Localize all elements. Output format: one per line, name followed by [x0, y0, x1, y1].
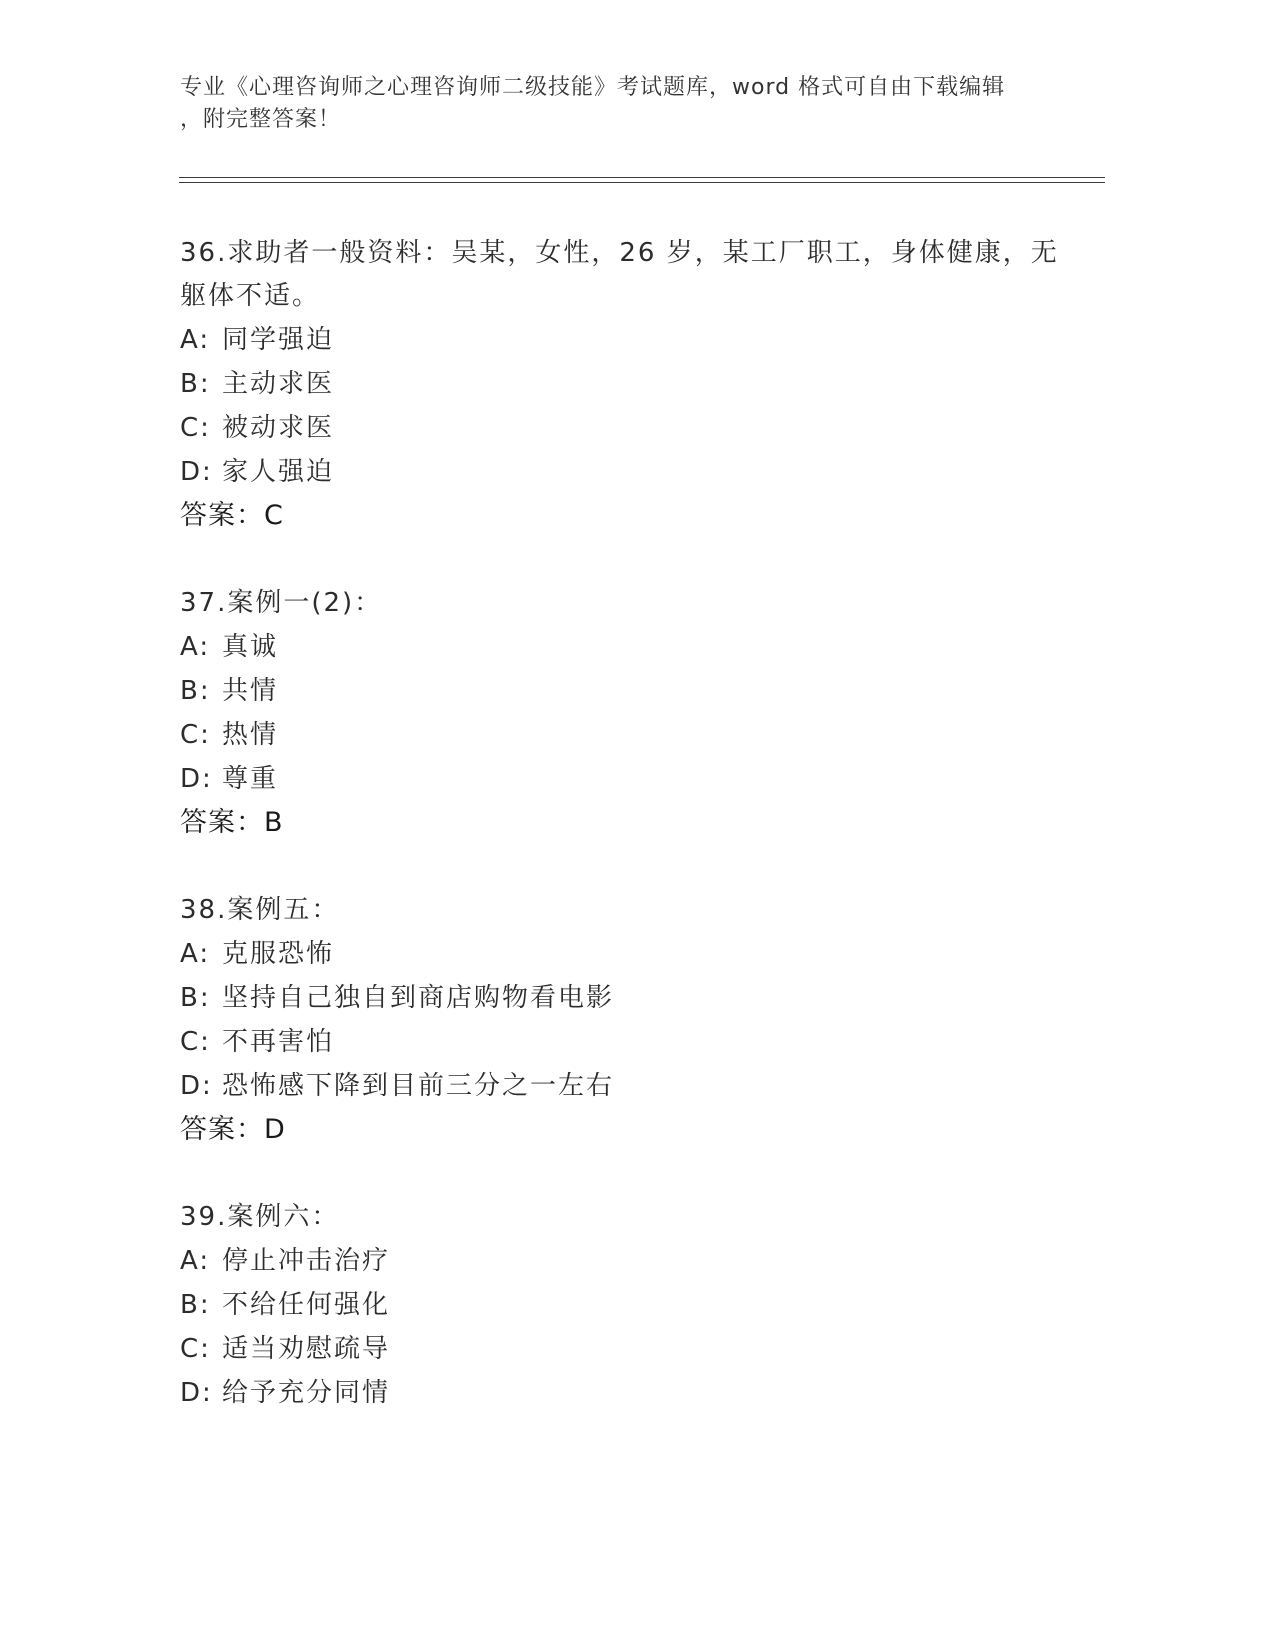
option-text: 家人强迫 [222, 457, 335, 487]
option-letter: D: [180, 764, 213, 794]
option-d [180, 450, 1080, 494]
question-36 [180, 232, 1080, 538]
option-b [180, 362, 1080, 406]
option-text: 共情 [222, 676, 279, 706]
question-stem [180, 1196, 1080, 1239]
option-letter: B: [180, 676, 211, 706]
option-d [180, 1371, 1080, 1415]
option-letter: C: [180, 1334, 211, 1364]
option-text: 尊重 [222, 764, 279, 794]
option-c [180, 713, 1080, 757]
header-line-1: 专业《心理咨询师之心理咨询师二级技能》考试题库，word 格式可自由下载编辑 [180, 75, 1006, 100]
option-text: 恐怖感下降到目前三分之一左右 [222, 1071, 615, 1101]
option-letter: D: [180, 1071, 213, 1101]
option-letter: D: [180, 1378, 213, 1408]
option-text: 热情 [222, 720, 279, 750]
question-stem [180, 889, 1080, 932]
answer-line: 答案：B [180, 807, 284, 838]
option-text: 同学强迫 [222, 325, 335, 355]
option-b [180, 669, 1080, 713]
option-text: 不给任何强化 [222, 1290, 391, 1320]
option-text: 停止冲击治疗 [222, 1246, 391, 1276]
option-a [180, 1239, 1080, 1283]
answer-line: 答案：D [180, 1114, 286, 1145]
question-stem [180, 232, 1080, 318]
question-39 [180, 1196, 1080, 1415]
question-38 [180, 889, 1080, 1152]
header-line-2: ，附完整答案！ [180, 107, 342, 132]
question-stem-line: 躯体不适。 [180, 281, 321, 311]
question-stem-line: 36.求助者一般资料：吴某，女性，26 岁，某工厂职工，身体健康，无 [180, 238, 1059, 268]
option-letter: A: [180, 939, 211, 969]
option-text: 克服恐怖 [222, 939, 335, 969]
option-text: 给予充分同情 [222, 1378, 391, 1408]
option-letter: C: [180, 1027, 211, 1057]
option-b [180, 1283, 1080, 1327]
option-b [180, 976, 1080, 1020]
option-text: 适当劝慰疏导 [222, 1334, 391, 1364]
question-37 [180, 582, 1080, 845]
option-letter: A: [180, 632, 211, 662]
option-a [180, 318, 1080, 362]
option-text: 不再害怕 [222, 1027, 335, 1057]
option-letter: B: [180, 369, 211, 399]
option-a [180, 625, 1080, 669]
option-c [180, 406, 1080, 450]
option-c [180, 1327, 1080, 1371]
option-d [180, 1064, 1080, 1108]
question-stem-line: 37.案例一(2)： [180, 588, 383, 618]
option-letter: D: [180, 457, 213, 487]
option-letter: C: [180, 720, 211, 750]
header-double-rule [179, 177, 1105, 183]
question-list [180, 232, 1080, 1459]
option-c [180, 1020, 1080, 1064]
document-header [180, 72, 1050, 136]
option-text: 被动求医 [222, 413, 335, 443]
question-stem [180, 582, 1080, 625]
option-letter: B: [180, 983, 211, 1013]
option-letter: C: [180, 413, 211, 443]
option-text: 真诚 [222, 632, 279, 662]
option-letter: A: [180, 325, 211, 355]
option-text: 主动求医 [222, 369, 335, 399]
question-stem-line: 38.案例五： [180, 895, 340, 925]
option-text: 坚持自己独自到商店购物看电影 [222, 983, 615, 1013]
option-letter: B: [180, 1290, 211, 1320]
question-stem-line: 39.案例六： [180, 1202, 340, 1232]
option-a [180, 932, 1080, 976]
answer-line: 答案：C [180, 500, 284, 531]
option-d [180, 757, 1080, 801]
option-letter: A: [180, 1246, 211, 1276]
